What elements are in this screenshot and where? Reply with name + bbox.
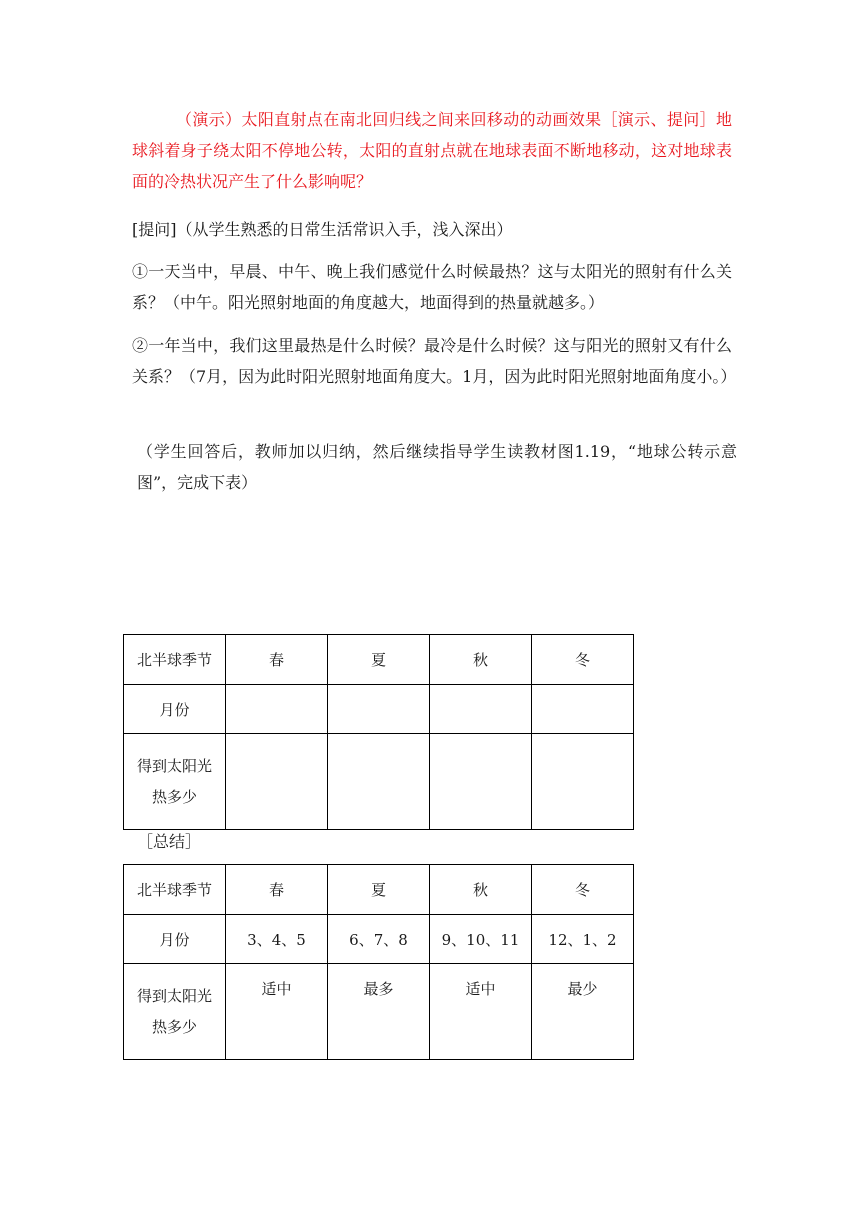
table-cell	[430, 685, 532, 734]
table-row	[124, 865, 634, 915]
season-table-blank	[123, 634, 634, 830]
header-cell: 冬	[532, 865, 634, 915]
table-row	[124, 635, 634, 685]
table-cell	[226, 685, 328, 734]
header-cell: 冬	[532, 635, 634, 685]
table-cell	[532, 685, 634, 734]
row-label	[124, 734, 226, 830]
table-cell	[226, 734, 328, 830]
table-cell: 最多	[328, 964, 430, 1060]
header-cell: 秋	[430, 865, 532, 915]
table-row	[124, 915, 634, 964]
table-cell	[328, 685, 430, 734]
header-cell: 夏	[328, 635, 430, 685]
intro-paragraph: （演示）太阳直射点在南北回归线之间来回移动的动画效果［演示、提问］地球斜着身子绕太阳不停地公转，太阳的直射点就在地球表面不断地移动，这对地球表面的冷热状况产生了什么影响呢？	[132, 110, 732, 191]
table-cell	[328, 734, 430, 830]
table-row	[124, 734, 634, 830]
table-cell: 9、10、11	[430, 915, 532, 964]
question-1: ①一天当中，早晨、中午、晚上我们感觉什么时候最热？这与太阳光的照射有什么关系？（中午。阳光照射地面的角度越大，地面得到的热量就越多。）	[132, 262, 732, 312]
header-cell: 春	[226, 865, 328, 915]
table-cell: 6、7、8	[328, 915, 430, 964]
table-cell: 适中	[430, 964, 532, 1060]
row-label	[124, 964, 226, 1060]
row-label: 月份	[124, 915, 226, 964]
table-cell: 最少	[532, 964, 634, 1060]
question-2: ②一年当中，我们这里最热是什么时候？最冷是什么时候？这与阳光的照射又有什么关系？（7月，因为此时阳光照射地面角度大。1月，因为此时阳光照射地面角度小。）	[132, 336, 737, 386]
table-cell	[430, 734, 532, 830]
question-intro: [提问]（从学生熟悉的日常生活常识入手，浅入深出）	[132, 220, 513, 239]
table-cell: 12、1、2	[532, 915, 634, 964]
header-cell: 北半球季节	[124, 635, 226, 685]
row-label-text: 得到太阳光热多少	[136, 986, 212, 1036]
row-label: 月份	[124, 685, 226, 734]
header-cell: 北半球季节	[124, 865, 226, 915]
table-row	[124, 685, 634, 734]
summary-label: ［总结］	[137, 832, 202, 851]
header-cell: 夏	[328, 865, 430, 915]
table-cell	[532, 734, 634, 830]
header-cell: 秋	[430, 635, 532, 685]
season-table-summary	[123, 864, 634, 1060]
instruction-paragraph: （学生回答后，教师加以归纳，然后继续指导学生读教材图1.19，“地球公转示意图”，完成下表）	[137, 442, 737, 492]
row-label-text: 得到太阳光热多少	[136, 756, 212, 806]
header-cell: 春	[226, 635, 328, 685]
table-row	[124, 964, 634, 1060]
table-cell: 适中	[226, 964, 328, 1060]
table-cell: 3、4、5	[226, 915, 328, 964]
